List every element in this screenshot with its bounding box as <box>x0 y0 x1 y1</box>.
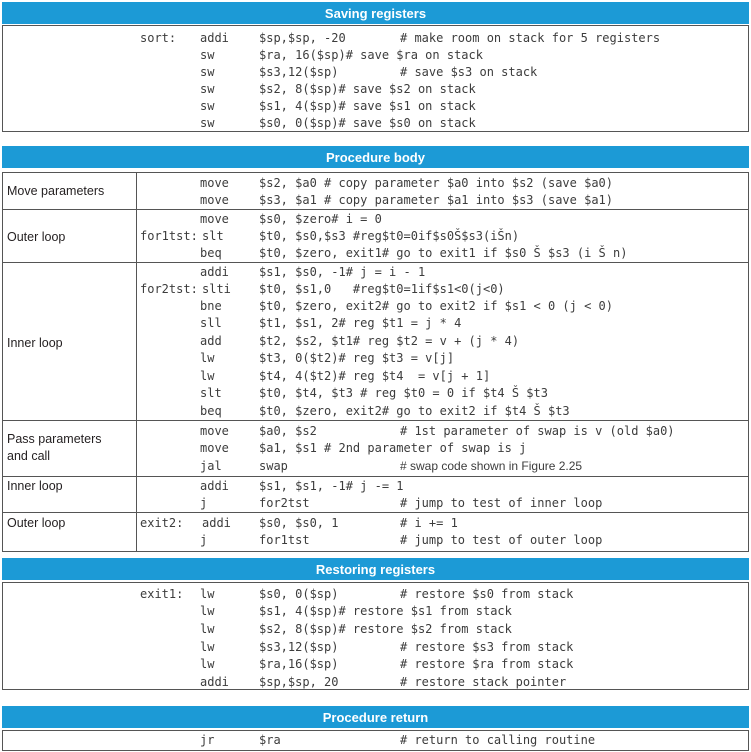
code-args: $t0, $zero, exit2# go to exit2 if $t4 Š $t3 <box>259 404 570 418</box>
code-opcode: addi <box>200 31 229 45</box>
code-args: $t3, 0($t2)# reg $t3 = v[j] <box>259 351 455 365</box>
code-row <box>3 192 748 209</box>
saving-block <box>2 25 749 132</box>
code-args: $s0, $s0, 1 <box>259 516 339 530</box>
code-row <box>3 603 748 620</box>
code-row <box>3 515 748 532</box>
code-opcode: move <box>200 193 229 207</box>
group-label: Pass parameters and call <box>7 432 102 463</box>
code-opcode: lw <box>200 604 215 618</box>
code-row <box>3 298 748 315</box>
code-row <box>3 732 748 749</box>
code-row <box>3 115 748 132</box>
code-opcode: addi <box>200 479 229 493</box>
code-opcode: move <box>200 424 229 438</box>
code-label: for2tst: <box>140 282 198 296</box>
code-row <box>3 674 748 691</box>
code-args: $a1, $s1 # 2nd parameter of swap is j <box>259 441 527 455</box>
code-row <box>3 228 748 245</box>
code-label: exit2: <box>140 516 184 530</box>
code-args: $sp,$sp, -20 <box>259 31 346 45</box>
code-args: $s1, 4($sp)# save $s1 on stack <box>259 99 476 113</box>
code-row <box>3 211 748 228</box>
code-comment: # swap code shown in Figure 2.25 <box>400 459 583 473</box>
code-opcode: j <box>200 496 208 510</box>
return-block <box>2 730 749 751</box>
code-args: $t0, $s0,$s3 #reg$t0=0if$s0Š$s3(iŠn) <box>259 229 520 243</box>
code-opcode: move <box>200 212 229 226</box>
code-row <box>3 586 748 603</box>
code-row <box>3 98 748 115</box>
code-args: for1tst <box>259 533 310 547</box>
code-opcode: jal <box>200 459 222 473</box>
code-opcode: move <box>200 176 229 190</box>
code-args: $s2, 8($sp)# save $s2 on stack <box>259 82 476 96</box>
code-label: sort: <box>140 31 177 45</box>
code-label: exit1: <box>140 587 184 601</box>
code-comment: # return to calling routine <box>400 733 596 747</box>
code-row <box>3 333 748 350</box>
divider <box>136 209 748 210</box>
group-label: Inner loop <box>7 336 63 350</box>
code-args: $t0, $zero, exit2# go to exit2 if $s1 < 0 (j < 0) <box>259 299 614 313</box>
divider <box>136 476 748 477</box>
code-opcode: lw <box>200 640 215 654</box>
code-opcode: slti <box>202 282 231 296</box>
code-row <box>3 639 748 656</box>
code-opcode: move <box>200 441 229 455</box>
code-args: $s0, $zero# i = 0 <box>259 212 382 226</box>
code-opcode: beq <box>200 404 222 418</box>
code-opcode: bne <box>200 299 222 313</box>
code-args: $s0, 0($sp) <box>259 587 339 601</box>
code-opcode: add <box>200 334 222 348</box>
body-block <box>2 172 749 552</box>
code-row <box>3 281 748 298</box>
code-args: $t2, $s2, $t1# reg $t2 = v + (j * 4) <box>259 334 520 348</box>
code-args: swap <box>259 459 288 473</box>
code-row <box>3 245 748 262</box>
code-comment: # jump to test of inner loop <box>400 496 603 510</box>
code-row <box>3 368 748 385</box>
divider <box>136 262 748 263</box>
code-opcode: sw <box>200 65 215 79</box>
code-row <box>3 478 748 495</box>
code-comment: # jump to test of outer loop <box>400 533 603 547</box>
code-label: for1tst: <box>140 229 198 243</box>
code-row <box>3 440 748 457</box>
code-row <box>3 175 748 192</box>
code-args: $ra <box>259 733 281 747</box>
code-comment: # restore $ra from stack <box>400 657 574 671</box>
code-opcode: addi <box>200 265 229 279</box>
code-args: $t4, 4($t2)# reg $t4 = v[j + 1] <box>259 369 491 383</box>
code-comment: # 1st parameter of swap is v (old $a0) <box>400 424 675 438</box>
code-args: $s3, $a1 # copy parameter $a1 into $s3 (save $a1) <box>259 193 614 207</box>
code-row <box>3 458 748 475</box>
code-row <box>3 47 748 64</box>
code-args: $t0, $s1,0 #reg$t0=1if$s1<0(j<0) <box>259 282 505 296</box>
section-header-restoring: Restoring registers <box>2 558 749 580</box>
code-args: $ra, 16($sp)# save $ra on stack <box>259 48 483 62</box>
code-row <box>3 81 748 98</box>
code-opcode: addi <box>200 675 229 689</box>
code-opcode: sw <box>200 99 215 113</box>
code-row <box>3 350 748 367</box>
code-row <box>3 264 748 281</box>
code-opcode: sll <box>200 316 222 330</box>
group-label: Outer loop <box>7 230 66 244</box>
group-label: Move parameters <box>7 184 105 198</box>
code-args: $t0, $t4, $t3 # reg $t0 = 0 if $t4 Š $t3 <box>259 386 548 400</box>
group-label: Inner loop <box>7 479 63 493</box>
code-opcode: sw <box>200 48 215 62</box>
code-comment: # make room on stack for 5 registers <box>400 31 661 45</box>
code-row <box>3 621 748 638</box>
divider <box>136 512 748 513</box>
code-row <box>3 385 748 402</box>
code-args: $a0, $s2 <box>259 424 317 438</box>
code-opcode: lw <box>200 657 215 671</box>
code-opcode: slt <box>202 229 224 243</box>
code-row <box>3 315 748 332</box>
code-opcode: addi <box>202 516 231 530</box>
code-opcode: jr <box>200 733 215 747</box>
code-opcode: lw <box>200 351 215 365</box>
group-label: Outer loop <box>7 516 66 530</box>
code-args: $ra,16($sp) <box>259 657 339 671</box>
code-row <box>3 64 748 81</box>
code-opcode: j <box>200 533 208 547</box>
section-header-return: Procedure return <box>2 706 749 728</box>
section-header-body: Procedure body <box>2 146 749 168</box>
code-opcode: sw <box>200 116 215 130</box>
code-comment: # i += 1 <box>400 516 458 530</box>
code-args: $t1, $s1, 2# reg $t1 = j * 4 <box>259 316 462 330</box>
code-args: $s2, $a0 # copy parameter $a0 into $s2 (save $a0) <box>259 176 614 190</box>
code-args: $s2, 8($sp)# restore $s2 from stack <box>259 622 512 636</box>
code-args: $s1, $s0, -1# j = i - 1 <box>259 265 426 279</box>
code-args: $s1, 4($sp)# restore $s1 from stack <box>259 604 512 618</box>
code-opcode: lw <box>200 369 215 383</box>
code-row <box>3 30 748 47</box>
code-args: $s3,12($sp) <box>259 65 339 79</box>
divider <box>136 420 748 421</box>
code-opcode: beq <box>200 246 222 260</box>
section-header-saving: Saving registers <box>2 2 749 24</box>
code-args: $s1, $s1, -1# j -= 1 <box>259 479 404 493</box>
code-comment: # restore stack pointer <box>400 675 567 689</box>
code-row <box>3 403 748 420</box>
code-comment: # save $s3 on stack <box>400 65 538 79</box>
code-args: $sp,$sp, 20 <box>259 675 339 689</box>
code-opcode: sw <box>200 82 215 96</box>
code-row <box>3 656 748 673</box>
code-opcode: lw <box>200 622 215 636</box>
code-row <box>3 532 748 549</box>
code-row <box>3 495 748 512</box>
code-opcode: lw <box>200 587 215 601</box>
code-opcode: slt <box>200 386 222 400</box>
code-comment: # restore $s3 from stack <box>400 640 574 654</box>
restoring-block <box>2 582 749 690</box>
code-args: $s3,12($sp) <box>259 640 339 654</box>
code-args: for2tst <box>259 496 310 510</box>
code-args: $t0, $zero, exit1# go to exit1 if $s0 Š $s3 (i Š n) <box>259 246 628 260</box>
code-args: $s0, 0($sp)# save $s0 on stack <box>259 116 476 130</box>
code-row <box>3 423 748 440</box>
code-comment: # restore $s0 from stack <box>400 587 574 601</box>
